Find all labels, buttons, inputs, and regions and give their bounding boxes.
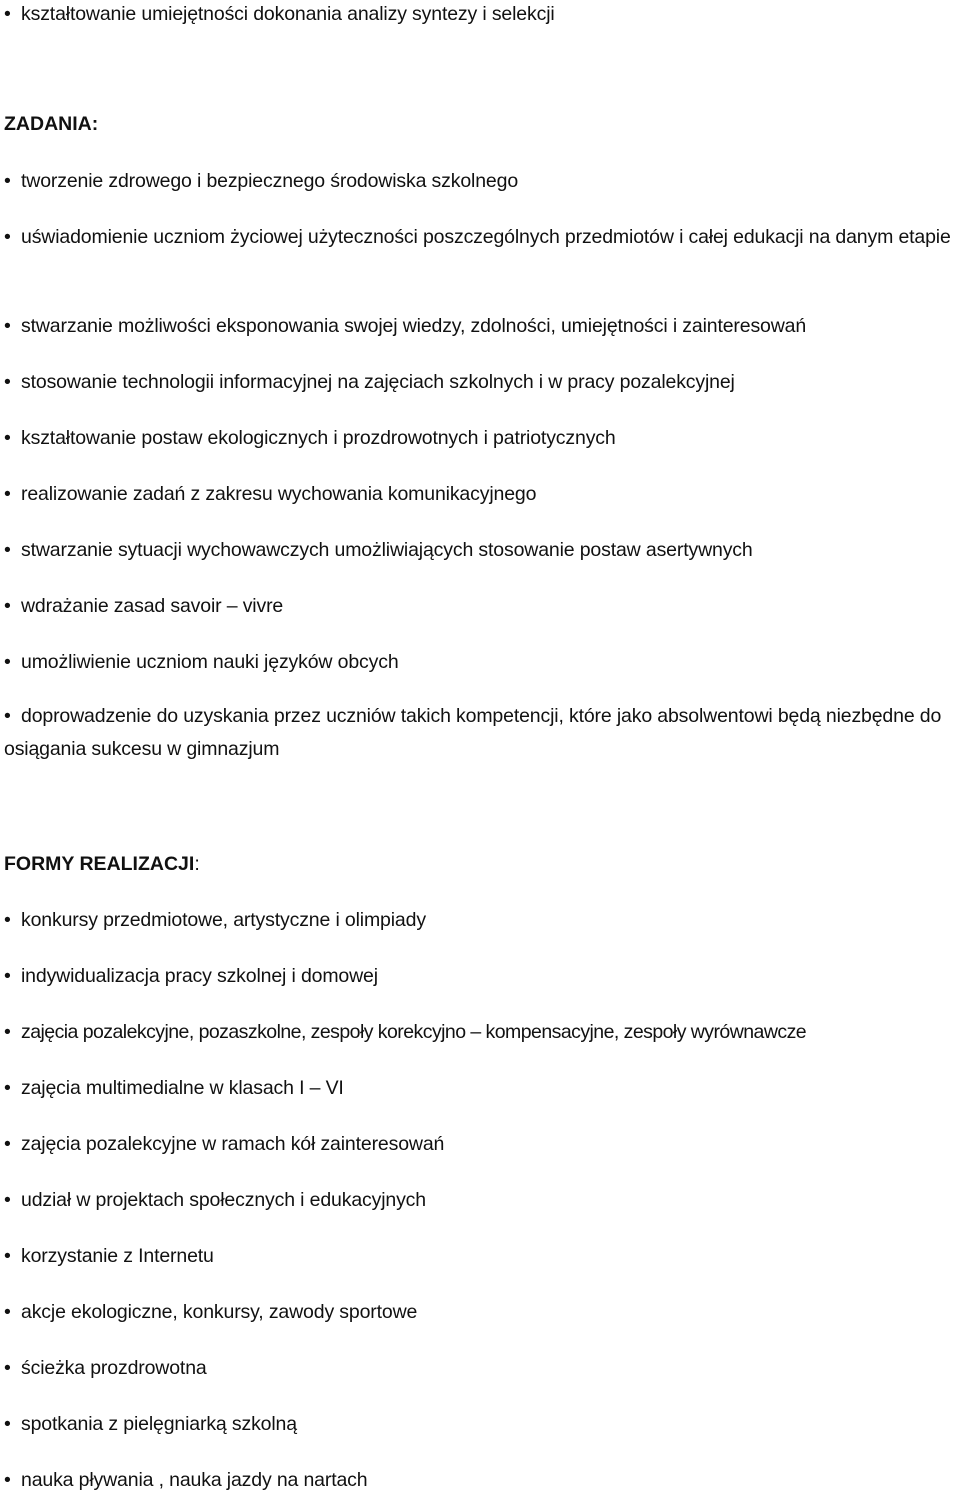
bullet: • [4, 1469, 11, 1491]
bullet: • [4, 1077, 11, 1099]
bullet: • [4, 595, 11, 617]
list-item-text: wdrażanie zasad savoir – vivre [21, 595, 284, 617]
bullet: • [4, 909, 11, 931]
list-item-text: doprowadzenie do uzyskania przez uczniów takich kompetencji, które jako absolwentowi będą niezbędne do osiągania sukcesu w gimnazjum [4, 705, 942, 760]
list-item-text: udział w projektach społecznych i edukacyjnych [21, 1189, 426, 1211]
bullet: • [4, 371, 11, 393]
bullet: • [4, 651, 11, 673]
list-item-text: konkursy przedmiotowe, artystyczne i olimpiady [21, 909, 426, 931]
list-item [4, 1020, 958, 1044]
list-item [4, 1132, 958, 1156]
list-item-text: zajęcia pozalekcyjne w ramach kół zainteresowań [21, 1133, 445, 1155]
list-item [4, 370, 958, 394]
bullet: • [4, 427, 11, 449]
list-item [4, 169, 958, 193]
list-item-text: zajęcia multimedialne w klasach I – VI [21, 1077, 344, 1099]
list-item [4, 2, 958, 26]
bullet: • [4, 705, 11, 727]
list-item [4, 1076, 958, 1100]
list-item-text: nauka pływania , nauka jazdy na nartach [21, 1469, 368, 1491]
list-item [4, 426, 958, 450]
bullet: • [4, 1189, 11, 1211]
list-item [4, 1244, 958, 1268]
list-item-text: stosowanie technologii informacyjnej na zajęciach szkolnych i w pracy pozalekcyjnej [21, 371, 735, 393]
list-item [4, 964, 958, 988]
list-item-text: umożliwienie uczniom nauki języków obcych [21, 651, 399, 673]
list-item [4, 482, 958, 506]
list-item [4, 700, 958, 766]
bullet: • [4, 483, 11, 505]
bullet: • [4, 1357, 11, 1379]
list-item-text: akcje ekologiczne, konkursy, zawody sportowe [21, 1301, 418, 1323]
bullet: • [4, 539, 11, 561]
list-item-text: stwarzanie możliwości eksponowania swojej wiedzy, zdolności, umiejętności i zainteresowań [21, 315, 807, 337]
list-item [4, 314, 958, 338]
list-item-text: stwarzanie sytuacji wychowawczych umożliwiających stosowanie postaw asertywnych [21, 539, 753, 561]
bullet: • [4, 315, 11, 337]
list-item [4, 1412, 958, 1436]
bullet: • [4, 3, 11, 25]
bullet: • [4, 226, 11, 248]
list-item [4, 1300, 958, 1324]
list-item [4, 908, 958, 932]
list-item-text: spotkania z pielęgniarką szkolną [21, 1413, 297, 1435]
list-item-text: ścieżka prozdrowotna [21, 1357, 207, 1379]
list-item [4, 1468, 958, 1492]
list-item [4, 1188, 958, 1212]
bullet: • [4, 1245, 11, 1267]
list-item [4, 594, 958, 618]
bullet: • [4, 1413, 11, 1435]
bullet: • [4, 1021, 11, 1043]
list-item [4, 650, 958, 674]
list-item [4, 538, 958, 562]
list-item [4, 1356, 958, 1380]
bullet: • [4, 170, 11, 192]
bullet: • [4, 1301, 11, 1323]
list-item-text: kształtowanie postaw ekologicznych i prozdrowotnych i patriotycznych [21, 427, 616, 449]
list-item-text: zajęcia pozalekcyjne, pozaszkolne, zespoły korekcyjno – kompensacyjne, zespoły wyrównawcze [21, 1021, 807, 1043]
bullet: • [4, 1133, 11, 1155]
list-item-text: uświadomienie uczniom życiowej użyteczności poszczególnych przedmiotów i całej edukacji na danym etapie [21, 226, 951, 248]
section-heading-zadania: ZADANIA: [4, 113, 99, 135]
list-item-text: indywidualizacja pracy szkolnej i domowej [21, 965, 378, 987]
list-item [4, 221, 958, 254]
list-item-text: korzystanie z Internetu [21, 1245, 214, 1267]
list-item-text: tworzenie zdrowego i bezpiecznego środowiska szkolnego [21, 170, 519, 192]
section-heading-formy-realizacji: FORMY REALIZACJI: [4, 853, 200, 875]
bullet: • [4, 965, 11, 987]
list-item-text: realizowanie zadań z zakresu wychowania komunikacyjnego [21, 483, 537, 505]
list-item-text: kształtowanie umiejętności dokonania analizy syntezy i selekcji [21, 3, 555, 25]
